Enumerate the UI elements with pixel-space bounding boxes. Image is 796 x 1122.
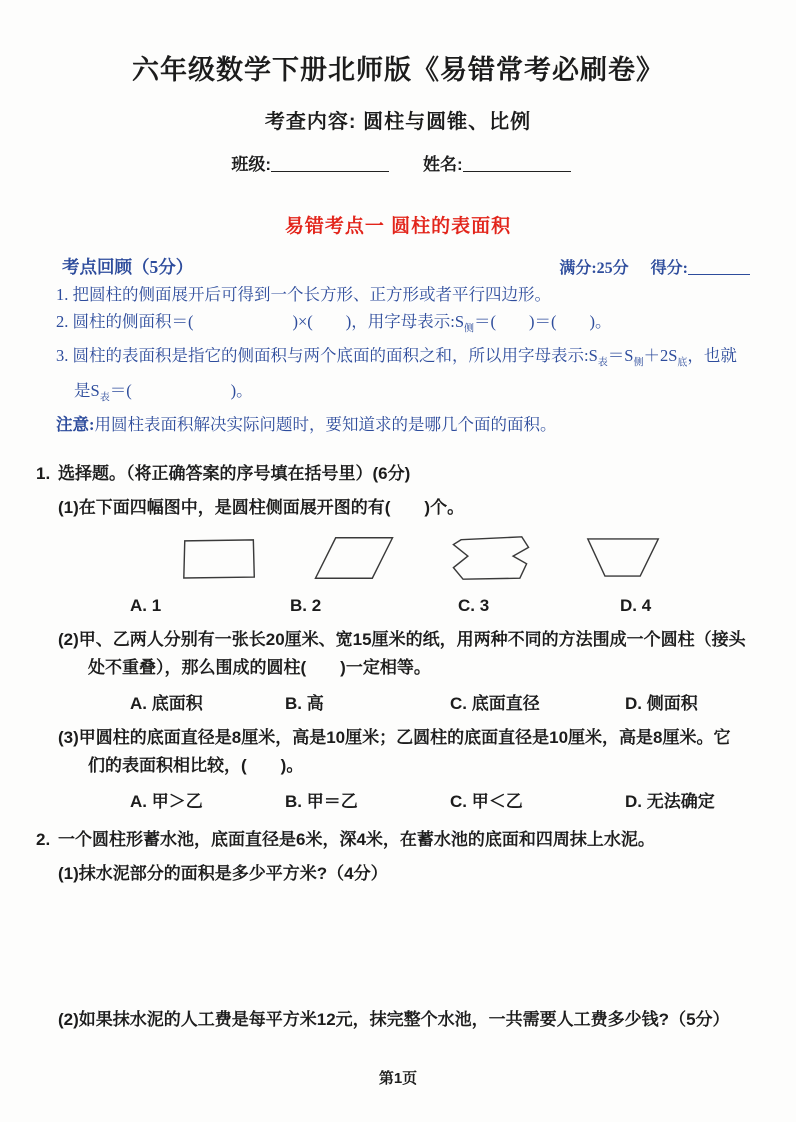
review-item-2: 2. 圆柱的侧面积＝( )×( )，用字母表示$:S_侧=$( )＝( )。: [56, 312, 612, 335]
option-b: B. 2: [290, 595, 322, 615]
question-1-3-options: [58, 788, 756, 816]
option-d: D. 侧面积: [625, 693, 698, 713]
s-side-subscript: 侧: [464, 323, 475, 335]
s-surface-subscript: 表: [99, 391, 110, 403]
trapezoid-shape-icon: [584, 532, 664, 584]
option-b: B. 甲＝乙: [285, 791, 358, 811]
option-c: C. 甲＜乙: [450, 791, 523, 811]
s-base-subscript: 底: [677, 357, 688, 369]
score-blank-line: [688, 262, 750, 275]
question-1: [36, 460, 756, 488]
question-1-2-line2: 处不重叠），那么围成的圆柱( )一定相等。: [88, 657, 431, 677]
option-a: A. 底面积: [130, 693, 203, 713]
class-label: 班级:: [231, 155, 271, 174]
option-c: C. 底面直径: [450, 693, 540, 713]
full-score-label: 满分:25分: [559, 260, 629, 277]
question-1-2-options: [58, 690, 756, 718]
questions-area: [36, 460, 756, 1122]
question-2-number: 2.: [36, 829, 51, 849]
score-area: [559, 255, 750, 278]
option-c: C. 3: [458, 595, 490, 615]
question-1-3-line2: 们的表面积相比较，( )。: [88, 755, 304, 775]
option-a: A. 1: [130, 595, 162, 615]
review-section: [46, 254, 754, 438]
page-number: 第1页: [378, 1070, 418, 1087]
question-1-2-line1: (2)甲、乙两人分别有一张长20厘米、宽15厘米的纸，用两种不同的方法围成一个圆柱（接头: [58, 629, 746, 649]
question-2-stem: 一个圆柱形蓄水池，底面直径是6米，深4米，在蓄水池的底面和四周抹上水泥。: [58, 829, 655, 849]
review-item-3-cont: 是$S_表=$( )。: [74, 380, 253, 403]
option-b: B. 高: [285, 693, 324, 713]
ribbon-shape-icon: [448, 532, 532, 584]
question-2-1: (1)抹水泥部分的面积是多少平方米?（4分）: [58, 863, 388, 883]
question-2: [36, 826, 756, 854]
page-title: 六年级数学下册北师版《易错常考必刷卷》: [132, 55, 664, 85]
name-blank-line: [463, 157, 571, 172]
review-note: [56, 411, 754, 438]
question-1-3-line1: (3)甲圆柱的底面直径是8厘米，高是10厘米；乙圆柱的底面直径是10厘米，高是8厘米。它: [58, 727, 731, 747]
rectangle-shape-icon: [180, 532, 260, 584]
class-blank-line: [271, 157, 389, 172]
option-a: A. 甲＞乙: [130, 791, 203, 811]
review-header: [46, 254, 754, 281]
work-space-1: [36, 888, 756, 1000]
student-info-line: [0, 150, 796, 175]
note-text: 用圆柱表面积解决实际问题时，要知道求的是哪几个面的面积。: [94, 414, 557, 434]
review-item-1: 1. 把圆柱的侧面展开后可得到一个长方形、正方形或者平行四边形。: [56, 285, 551, 304]
option-d: D. 4: [620, 595, 652, 615]
name-label: 姓名:: [423, 155, 463, 174]
question-1-1: [58, 494, 756, 620]
s-surface-subscript: 表: [597, 357, 608, 369]
question-1-3: [58, 724, 756, 816]
question-1-1-text: (1)在下面四幅图中，是圆柱侧面展开图的有( )个。: [58, 497, 465, 517]
unfold-shape-figures: [180, 532, 756, 584]
review-item-3: 3. 圆柱的表面积是指它的侧面积与两个底面的面积之和，所以用字母表示$:S_表=S_侧+2S_底$，也就: [56, 346, 737, 369]
parallelogram-shape-icon: [312, 532, 396, 584]
question-1-1-options: [58, 592, 756, 620]
note-label: 注意:: [56, 414, 95, 434]
option-d: D. 无法确定: [625, 791, 715, 811]
section-heading: 易错考点一 圆柱的表面积: [284, 216, 512, 237]
review-title: 考点回顾（5分）: [62, 257, 194, 277]
s-side-subscript: 侧: [633, 357, 644, 369]
question-1-number: 1.: [36, 463, 51, 483]
question-1-2: [58, 626, 756, 718]
score-label: 得分:: [650, 260, 688, 277]
question-2-2: (2)如果抹水泥的人工费是每平方米12元，抹完整个水池，一共需要人工费多少钱?（5分）: [58, 1009, 730, 1029]
question-1-stem: 选择题。（将正确答案的序号填在括号里）(6分): [58, 463, 411, 483]
page-subtitle: 考查内容: 圆柱与圆锥、比例: [264, 111, 532, 133]
